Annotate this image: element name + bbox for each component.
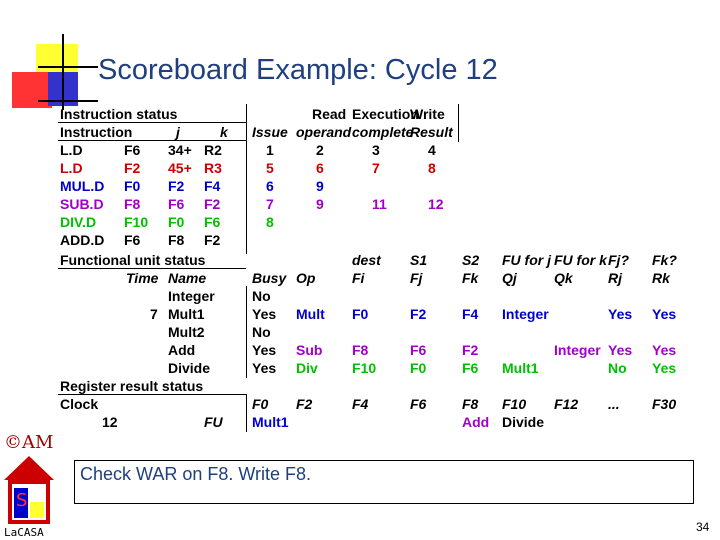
instruction-issue: 5: [266, 160, 274, 176]
unit-fi: F8: [352, 342, 369, 358]
fj-ready-header: Fj?: [608, 252, 629, 268]
instruction-dest: F0: [124, 178, 141, 194]
decor-line-top: [38, 66, 98, 68]
unit-rk: Yes: [652, 360, 677, 376]
instruction-op: L.D: [60, 160, 83, 176]
instruction-op: ADD.D: [60, 232, 105, 248]
decor-line-bottom: [38, 100, 98, 102]
instruction-exec: 11: [372, 196, 387, 212]
read-header: Read: [312, 106, 347, 122]
instruction-j: 45+: [168, 160, 192, 176]
unit-rj: Yes: [608, 342, 633, 358]
s1-header: S1: [410, 252, 428, 268]
fu-for-j-header: FU for j: [502, 252, 551, 268]
instruction-k: F2: [204, 232, 221, 248]
register-value: Divide: [502, 414, 545, 430]
logo-text: LaCASA: [4, 526, 44, 539]
unit-rk: Yes: [652, 306, 677, 322]
execution-header: Execution: [352, 106, 419, 122]
decor-square-red: [12, 72, 52, 108]
instruction-table-divider: [246, 104, 247, 254]
instruction-j: 34+: [168, 142, 192, 158]
time-header: Time: [126, 270, 159, 286]
unit-busy: Yes: [252, 360, 277, 376]
unit-rj: No: [608, 360, 627, 376]
instruction-op: MUL.D: [60, 178, 105, 194]
unit-time: 7: [150, 306, 158, 322]
unit-op: Mult: [296, 306, 325, 322]
fk-header: Fk: [462, 270, 479, 286]
rk-header: Rk: [652, 270, 670, 286]
unit-name: Mult2: [168, 324, 205, 340]
functional-unit-status-underline: [58, 268, 246, 269]
unit-fk: F6: [462, 360, 479, 376]
fi-header: Fi: [352, 270, 365, 286]
instruction-write: 12: [428, 196, 444, 212]
copyright-mark: ©AM: [4, 432, 54, 453]
unit-fk: F4: [462, 306, 479, 322]
register-result-status-header: Register result status: [60, 378, 204, 394]
instruction-write: 8: [428, 160, 436, 176]
instruction-dest: F8: [124, 196, 141, 212]
unit-fj: F2: [410, 306, 427, 322]
issue-header: Issue: [252, 124, 288, 140]
dest-header: dest: [352, 252, 381, 268]
slide-title: Scoreboard Example: Cycle 12: [98, 54, 498, 86]
k-header: k: [220, 124, 228, 140]
instruction-status-header: Instruction status: [60, 106, 178, 122]
register-name: F4: [352, 396, 369, 412]
unit-fi: F10: [352, 360, 377, 376]
unit-op: Div: [296, 360, 318, 376]
register-name: F30: [652, 396, 677, 412]
instruction-j: F2: [168, 178, 185, 194]
instruction-op: DIV.D: [60, 214, 97, 230]
note-text: Check WAR on F8. Write F8.: [80, 464, 312, 484]
page-number: 34: [696, 520, 710, 534]
instruction-header: Instruction: [60, 124, 133, 140]
register-value: Add: [462, 414, 490, 430]
unit-name: Add: [168, 342, 196, 358]
register-name: F6: [410, 396, 427, 412]
fj-header: Fj: [410, 270, 423, 286]
instruction-dest: F10: [124, 214, 149, 230]
unit-busy: No: [252, 288, 271, 304]
unit-qk: Integer: [554, 342, 601, 358]
qj-header: Qj: [502, 270, 517, 286]
instruction-dest: F6: [124, 232, 141, 248]
register-name: F0: [252, 396, 269, 412]
rj-header: Rj: [608, 270, 622, 286]
instruction-issue: 1: [266, 142, 274, 158]
register-table-divider: [246, 394, 247, 432]
instruction-status-underline: [58, 122, 246, 123]
result-header: Result: [410, 124, 453, 140]
instruction-exec: 7: [372, 160, 380, 176]
instruction-issue: 8: [266, 214, 274, 230]
register-name: F10: [502, 396, 527, 412]
unit-busy: Yes: [252, 342, 277, 358]
instruction-issue: 7: [266, 196, 274, 212]
operand-header: operand: [296, 124, 352, 140]
clock-value: 12: [102, 414, 118, 430]
write-header: Write: [410, 106, 445, 122]
instruction-k: R3: [204, 160, 222, 176]
unit-rj: Yes: [608, 306, 633, 322]
unit-fi: F0: [352, 306, 369, 322]
instruction-issue: 6: [266, 178, 274, 194]
register-name: ...: [608, 396, 620, 412]
unit-table-divider: [246, 286, 247, 378]
decor-line-vertical: [62, 34, 64, 110]
op-header: Op: [296, 270, 316, 286]
instruction-read: 2: [316, 142, 324, 158]
unit-busy: No: [252, 324, 271, 340]
unit-qj: Mult1: [502, 360, 539, 376]
instruction-k: R2: [204, 142, 222, 158]
instruction-k: F6: [204, 214, 221, 230]
instruction-op: L.D: [60, 142, 83, 158]
instruction-dest: F2: [124, 160, 141, 176]
unit-name: Mult1: [168, 306, 205, 322]
fu-for-k-header: FU for k: [554, 252, 607, 268]
svg-text:S: S: [16, 490, 28, 511]
unit-name: Integer: [168, 288, 215, 304]
instruction-op: SUB.D: [60, 196, 104, 212]
busy-header: Busy: [252, 270, 287, 286]
unit-busy: Yes: [252, 306, 277, 322]
instruction-j: F6: [168, 196, 185, 212]
register-status-underline: [58, 394, 246, 395]
instruction-read: 6: [316, 160, 324, 176]
register-name: F2: [296, 396, 313, 412]
fu-label: FU: [204, 414, 223, 430]
instruction-dest: F6: [124, 142, 141, 158]
instruction-read: 9: [316, 178, 324, 194]
register-name: F8: [462, 396, 479, 412]
unit-fj: F6: [410, 342, 427, 358]
instruction-j: F8: [168, 232, 185, 248]
unit-op: Sub: [296, 342, 323, 358]
instruction-k: F2: [204, 196, 221, 212]
instruction-j: F0: [168, 214, 185, 230]
s2-header: S2: [462, 252, 480, 268]
unit-rk: Yes: [652, 342, 677, 358]
functional-unit-status-header: Functional unit status: [60, 252, 206, 268]
lacasa-logo-icon: [2, 454, 56, 526]
unit-fk: F2: [462, 342, 479, 358]
name-header: Name: [168, 270, 207, 286]
qk-header: Qk: [554, 270, 573, 286]
fk-ready-header: Fk?: [652, 252, 677, 268]
j-header: j: [176, 124, 180, 140]
register-value: Mult1: [252, 414, 289, 430]
instruction-table-right-border: [458, 104, 459, 142]
instruction-read: 9: [316, 196, 324, 212]
instruction-header-underline: [58, 140, 246, 141]
unit-qj: Integer: [502, 306, 549, 322]
instruction-k: F4: [204, 178, 221, 194]
complete-header: complete: [352, 124, 414, 140]
clock-header: Clock: [60, 396, 99, 412]
instruction-write: 4: [428, 142, 436, 158]
instruction-exec: 3: [372, 142, 380, 158]
unit-name: Divide: [168, 360, 211, 376]
unit-fj: F0: [410, 360, 427, 376]
register-name: F12: [554, 396, 579, 412]
